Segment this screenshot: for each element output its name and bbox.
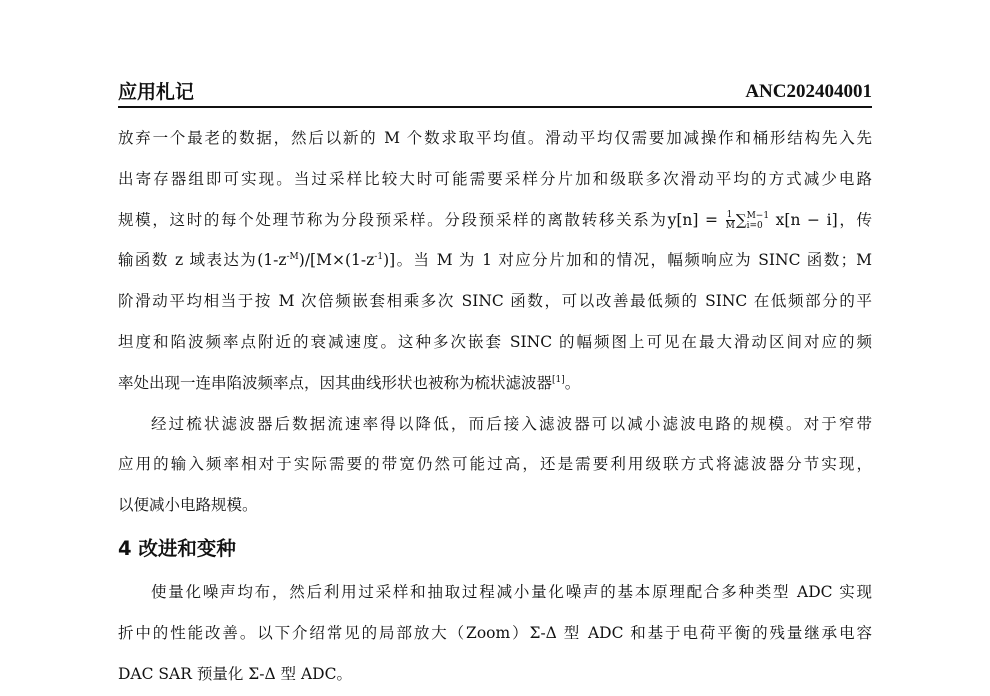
text-line: DAC SAR 预量化 Σ-Δ 型 ADC。: [118, 664, 352, 683]
header-doc-number: ANC202404001: [745, 81, 872, 102]
formula-rhs: x[n − i]: [769, 210, 838, 229]
superscript: -1: [374, 252, 384, 263]
text-line: 阶滑动平均相当于按 M 次倍频嵌套相乘多次 SINC 函数，可以改善最低频的 SINC 在低频部分的平: [118, 292, 872, 311]
paragraph-1: [118, 118, 872, 404]
text-line: 出寄存器组即可实现。当过采样比较大时可能需要采样分片加和级联多次滑动平均的方式减少电路: [118, 169, 872, 188]
text-line: 使量化噪声均布，然后利用过采样和抽取过程减小量化噪声的基本原理配合多种类型 ADC 实现: [151, 582, 872, 601]
text-line: [118, 363, 872, 404]
fraction-denominator: M: [725, 221, 735, 232]
text-span: 输函数 z 域表达为(1-z: [118, 251, 287, 270]
formula-lhs: y[n] =: [667, 210, 719, 229]
text-span: 率处出现一连串陷波频率点，因其曲线形状也被称为梳状滤波器: [118, 373, 553, 392]
superscript: -M: [286, 252, 299, 263]
text-span: )]。当 M 为 1 对应分片加和的情况，幅频响应为 SINC 函数；M: [383, 251, 872, 270]
text-line: 以便减小电路规模。: [118, 496, 258, 515]
text-span: )/[M×(1-z: [298, 251, 375, 270]
fraction: [726, 210, 735, 231]
text-line: 折中的性能改善。以下介绍常见的局部放大（Zoom）Σ-Δ 型 ADC 和基于电荷平衡的残量继承电容: [118, 623, 872, 642]
paragraph-3: [118, 572, 872, 694]
document-body: [118, 118, 872, 694]
summation-symbol: ∑: [735, 210, 747, 229]
text-span: ，传: [837, 210, 872, 229]
paragraph-2: [118, 404, 872, 526]
summation-lower: i=0: [746, 220, 763, 231]
summation-upper: M−1: [746, 210, 770, 221]
text-line: [118, 240, 872, 281]
header-category: 应用札记: [118, 81, 195, 103]
text-line: 坦度和陷波频率点附近的衰减速度。这种多次嵌套 SINC 的幅频图上可见在最大滑动区间对应的频: [118, 332, 872, 351]
section-heading: 4 改进和变种: [118, 536, 236, 560]
text-line: 经过梳状滤波器后数据流速率得以降低，而后接入滤波器可以减小滤波电路的规模。对于窄带: [151, 414, 872, 433]
summation-limits: [747, 211, 769, 231]
text-line: [118, 200, 872, 241]
formula: [667, 210, 838, 232]
text-span: 规模，这时的每个处理节称为分段预采样。分段预采样的离散转移关系为: [118, 210, 668, 229]
text-line: 应用的输入频率相对于实际需要的带宽仍然可能过高，还是需要利用级联方式将滤波器分节实现，: [118, 455, 872, 474]
text-span: 。: [564, 373, 581, 392]
text-line: 放弃一个最老的数据，然后以新的 M 个数求取平均值。滑动平均仅需要加减操作和桶形结构先入先: [118, 129, 872, 147]
page-header: [118, 80, 872, 108]
fraction-numerator: 1: [726, 210, 735, 221]
citation-reference[interactable]: [1]: [552, 374, 565, 385]
